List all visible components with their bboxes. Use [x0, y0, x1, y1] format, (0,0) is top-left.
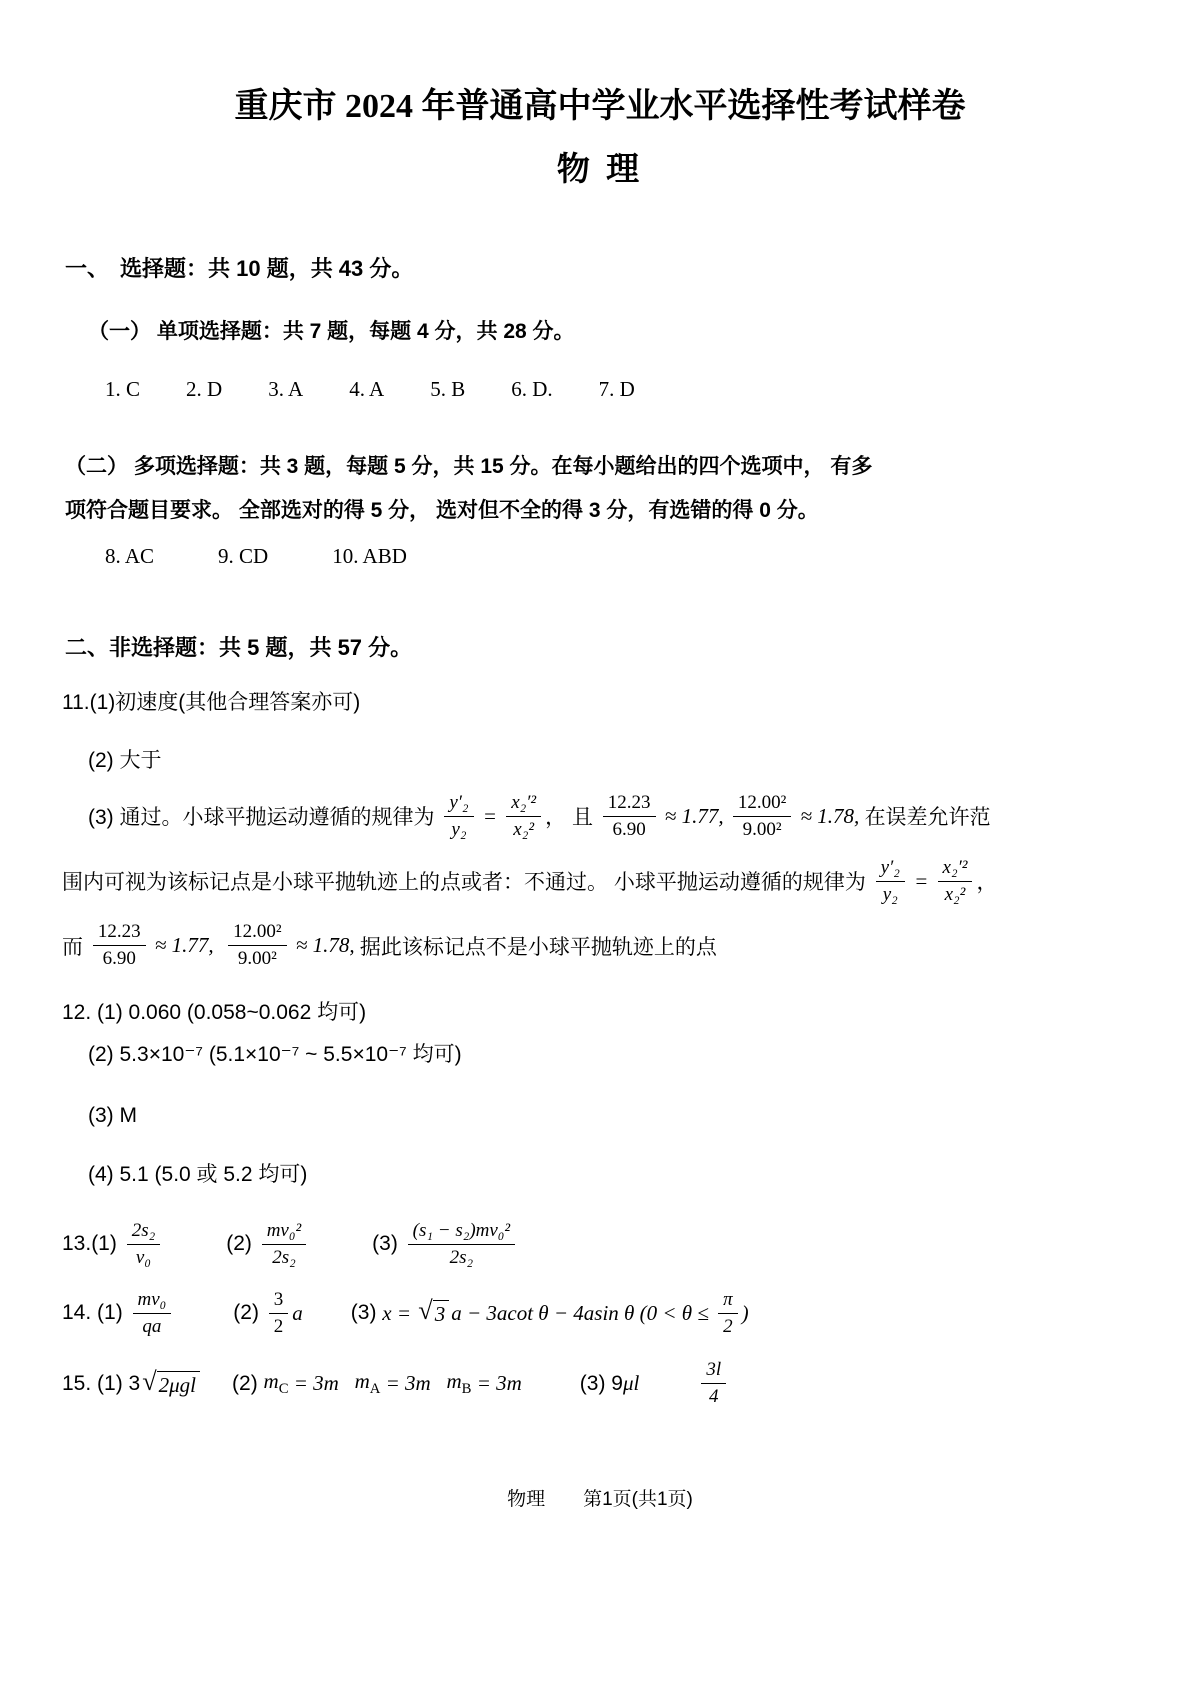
- math-fragment: =: [908, 868, 934, 893]
- answer-item: 5. B: [430, 377, 466, 401]
- radical: √ 3: [418, 1300, 449, 1326]
- math-fragment: (2): [232, 1371, 264, 1395]
- fraction: $\frac{\text{x₂′²}}{\text{x₂²}}$: [506, 792, 541, 841]
- math-fragment: ): [741, 1300, 749, 1325]
- math-fragment: ， 且: [545, 806, 599, 830]
- math-fragment: =: [477, 803, 503, 828]
- math-fragment: (3) 9: [579, 1371, 623, 1395]
- answer-line-q12-2: (2) 5.3×10⁻⁷ (5.1×10⁻⁷ ~ 5.5×10⁻⁷ 均可): [88, 1043, 462, 1067]
- math-fragment: (2): [226, 1232, 258, 1256]
- multi-choice-answers: [105, 544, 1200, 569]
- answer-line-q11-3: [88, 790, 1200, 843]
- math-fragment: (3): [350, 1301, 383, 1325]
- page-title: 重庆市 2024 年普通高中学业水平选择性考试样卷: [234, 88, 966, 125]
- fraction: $\frac{3l}{4}$: [701, 1359, 726, 1408]
- math-fragment: (2): [233, 1301, 265, 1325]
- answer-item: 4. A: [349, 377, 385, 401]
- answer-line-q11-2: (2) 大于: [88, 749, 162, 772]
- math-fragment: = 3m: [471, 1371, 522, 1396]
- fraction: $\frac{\text{y′₂}}{\text{y₂}}$: [876, 857, 905, 906]
- section1-part2-heading-line2: 项符合题目要求。 全部选对的得 5 分， 选对但不全的得 3 分，有选错的得 0 分。: [65, 499, 819, 522]
- answer-line-q12-3: (3) M: [88, 1104, 137, 1128]
- math-fragment: (3) 通过。小球平抛运动遵循的规律为: [88, 806, 441, 830]
- math-fragment: ≈ 1.78,: [795, 803, 865, 828]
- math-fragment: (3): [372, 1232, 404, 1256]
- answer-item: 7. D: [598, 377, 635, 401]
- answer-line-q12-1: 12. (1) 0.060 (0.058~0.062 均可): [62, 1001, 367, 1025]
- math-fragment: = 3m: [380, 1371, 447, 1396]
- math-fragment: = 3m: [288, 1371, 355, 1396]
- section1-heading: 一、 选择题：共 10 题，共 43 分。: [65, 256, 414, 281]
- math-fragment: ≈ 1.77,: [149, 933, 225, 958]
- answer-line-q12-4: (4) 5.1 (5.0 或 5.2 均可): [88, 1163, 308, 1187]
- math-fragment: ≈ 1.77,: [659, 803, 729, 828]
- answer-item: 3. A: [268, 377, 304, 401]
- page-footer: 物理 第1页(共1页): [507, 1489, 693, 1510]
- answer-item: 10. ABD: [332, 544, 407, 568]
- fraction: $\frac{\text{mv₀}}{qa}$: [133, 1289, 172, 1338]
- fraction: $\frac{\text{(s₁ − s₂)mv₀²}}{\text{2s₂}}$: [408, 1220, 515, 1269]
- fraction: $\frac{\pi}{2}$: [718, 1289, 738, 1338]
- radical: √ 2μgl: [142, 1371, 200, 1397]
- fraction: $\frac{\text{mv₀²}}{\text{2s₂}}$: [262, 1220, 306, 1269]
- answer-item: 9. CD: [218, 544, 269, 568]
- math-fragment: 而: [62, 935, 89, 959]
- fraction: $\frac{\text{x₂′²}}{\text{x₂²}}$: [938, 857, 973, 906]
- answer-item: 1. C: [105, 377, 141, 401]
- fraction: $\frac{3}{2}$: [269, 1289, 289, 1338]
- math-fragment: a: [292, 1300, 303, 1325]
- subscripted-symbol: $m_C$: [263, 1369, 289, 1398]
- subscripted-symbol: $m_A$: [354, 1369, 381, 1398]
- math-fragment: ，: [976, 871, 998, 895]
- answer-line-q15: [62, 1357, 1200, 1410]
- math-fragment: 围内可视为该标记点是小球平抛轨迹上的点或者：不通过。 小球平抛运动遵循的规律为: [62, 871, 872, 895]
- fraction: $\frac{\text{y′₂}}{\text{y₂}}$: [444, 792, 473, 841]
- fraction: $\frac{\text{2s₂}}{\text{v₀}}$: [127, 1220, 161, 1269]
- math-fragment: ≈ 1.78,: [290, 933, 360, 958]
- section1-part1-heading: （一） 单项选择题：共 7 题，每题 4 分，共 28 分。: [88, 320, 575, 343]
- answer-item: 8. AC: [105, 544, 155, 568]
- math-fragment: 13.(1): [62, 1232, 123, 1256]
- answer-item: 2. D: [186, 377, 223, 401]
- fraction: $\frac{\text{12.00²}}{\text{9.00²}}$: [228, 921, 286, 970]
- single-choice-answers: [105, 377, 1200, 402]
- answer-line-q13: [62, 1218, 1200, 1271]
- answer-line-q11-4: [62, 855, 1200, 908]
- section2-heading: 二、非选择题：共 5 题，共 57 分。: [65, 635, 413, 660]
- fraction: $\frac{12.23}{6.90}$: [93, 921, 146, 970]
- math-fragment: 14. (1): [62, 1301, 129, 1325]
- section1-part2-heading-line1: （二） 多项选择题：共 3 题，每题 5 分，共 15 分。在每小题给出的四个选项中， 有多: [65, 455, 873, 478]
- math-fragment: 据此该标记点不是小球平抛轨迹上的点: [359, 935, 717, 959]
- math-fragment: a − 3acot θ − 4asin θ (0 < θ ≤: [451, 1300, 715, 1325]
- fraction: $\frac{12.23}{6.90}$: [603, 792, 656, 841]
- math-fragment: 15. (1) 3: [62, 1371, 141, 1395]
- subject-title: 物 理: [556, 152, 644, 188]
- subscripted-symbol: $m_B$: [446, 1369, 472, 1398]
- math-fragment: x =: [382, 1300, 417, 1325]
- fraction: $\frac{\text{12.00²}}{\text{9.00²}}$: [733, 792, 791, 841]
- answer-line-q14: [62, 1287, 1200, 1340]
- answer-item: 6. D.: [511, 377, 553, 401]
- answer-line-q11-5: [62, 919, 1200, 972]
- math-fragment: μl: [622, 1371, 640, 1396]
- math-fragment: 在误差允许范: [864, 806, 991, 830]
- answer-line-q11-1: 11.(1)初速度(其他合理答案亦可): [62, 691, 361, 714]
